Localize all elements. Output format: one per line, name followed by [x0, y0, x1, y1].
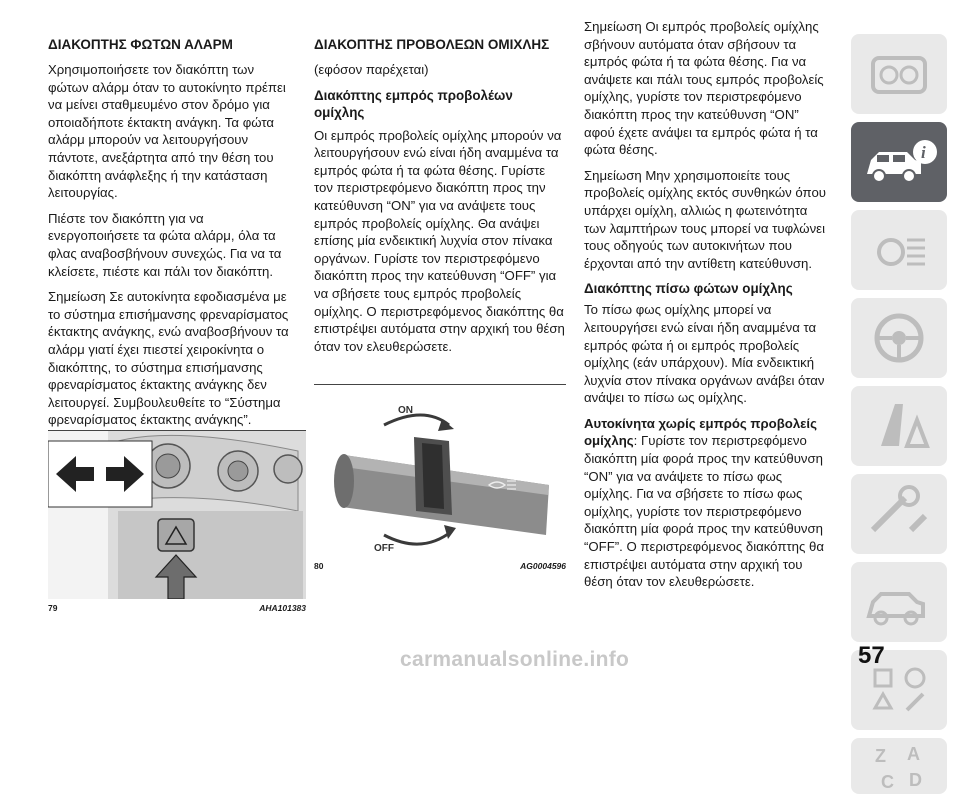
tab-warning[interactable]	[851, 386, 947, 466]
paragraph: Χρησιμοποιήσετε τον διακόπτη των φώτων αλάρμ όταν το αυτοκίνητο πρέπει να μείνει σταθμευμένο στον δρόμο για οποιαδήποτε έκτακτη ανάγκη. Τα φώτα αλάρμ μπορούν να λειτουργήσουν πάντοτε, ανεξάρτητα από την θέση του διακόπτη ανάφλεξης ή την κατάσταση λειτουργίας.	[48, 62, 286, 201]
svg-text:i: i	[921, 143, 926, 162]
dashboard-icon	[851, 34, 947, 114]
figure-number: 79	[48, 603, 58, 613]
figure-code: AHA101383	[259, 603, 306, 613]
paragraph: Το πίσω φως ομίχλης μπορεί να λειτουργήσει ενώ είναι ήδη αναμμένα τα εμπρός φώτα ή οι εμπρός προβολείς ομίχλης (εάν υπάρχουν). Μία ενδεικτική λυχνία στον πίνακα οργάνων ανάβει όταν ανάψει το πίσω ως ομίχλης.	[584, 302, 825, 406]
car-info-icon	[851, 122, 947, 202]
lights-icon	[851, 210, 947, 290]
steering-wheel-icon	[851, 298, 947, 378]
hazard-switch-illustration	[48, 431, 306, 599]
tab-car-info[interactable]	[851, 122, 947, 202]
warning-icon	[851, 386, 947, 466]
watermark: carmanualsonline.info	[400, 648, 630, 671]
tools-icon	[851, 474, 947, 554]
tab-tools[interactable]	[851, 474, 947, 554]
chapter-tabs	[851, 34, 947, 802]
svg-text:A: A	[907, 744, 920, 764]
label-on: ON	[398, 405, 413, 416]
paragraph-text: : Γυρίστε τον περιστρεφόμενο διακόπτη μία φορά προς την κατεύθυνση “ON” για να ανάψετε το πίσω φως ομίχλης. Για να σβήσετε το πίσω φως ομίχλης, γυρίστε τον περιστρεφόμενο διακόπτη μία φορά προς την κατεύθυνση “OFF”. Ο περιστρεφόμενος διακόπτης θα επιστρέψει αυτόματα στην αρχική του θέση όταν τον ελευθερώσετε.	[584, 433, 824, 590]
note-paragraph: Σημείωση Οι εμπρός προβολείς ομίχλης σβήνουν αυτόματα όταν σβήσουν τα εμπρός φώτα ή τα φώτα θέσης. Για να ανάψετε και πάλι τους εμπρός προβολείς ομίχλης, γυρίστε τον περιστρεφόμενο διακόπτη προς την κατεύθυνση “ON” αφού έχετε ανάψει τα εμπρός φώτα ή τα φώτα θέσης.	[584, 19, 824, 158]
paragraph: Πιέστε τον διακόπτη για να ενεργοποιήσετε τα φώτα αλάρμ, όλα τα φλας αναβοσβήνουν συνεχώς. Για να τα κλείσετε, πιέστε και πάλι τον διακόπτη.	[48, 210, 282, 279]
paragraph: Οι εμπρός προβολείς ομίχλης μπορούν να λειτουργήσουν ενώ είναι ήδη αναμμένα τα εμπρός φώτα ή τα φώτα θέσης. Γυρίστε τον περιστρεφόμενο διακόπτη προς την κατεύθυνση “ON” για να ανάψετε τους εμπρός προβολείς ομίχλης. Θα ανάψει επίσης μία ενδεικτική λυχνία στον πίνακα οργάνων. Γυρίστε τον περιστρεφόμενο διακόπτη προς την κατεύθυνση “OFF” για να σβήσετε τους εμπρός προβολείς ομίχλης. Ο περιστρεφόμενος διακόπτης θα επιστρέψει αυτόματα στην αρχική του θέση όταν τον ελευθερώσετε.	[314, 127, 565, 354]
svg-text:D: D	[909, 770, 922, 790]
note-paragraph: Σημείωση Σε αυτοκίνητα εφοδιασμένα με το σύστημα επισήμανσης φρεναρίσματος έκτακτης ανάγκης, ενώ αναβοσβήνουν τα αλάρμ γιατί έχει πιεστεί χειροκίνητα ο διακόπτης, το σύστημα επισήμανσης φρεναρίσματος έκτακτης ανάγκης δεν λειτουργεί. Συμβουλευθείτε το “Σύστημα φρεναρίσματος έκτακτης ανάγκης”.	[48, 289, 289, 428]
column-hazard-lights	[48, 36, 294, 437]
subheading-rear-fog: Διακόπτης πίσω φώτων ομίχλης	[584, 281, 793, 297]
tab-dashboard[interactable]	[851, 34, 947, 114]
car-service-icon	[851, 562, 947, 642]
subheading-front-fog: Διακόπτης εμπρός προβολέων ομίχλης	[314, 87, 513, 120]
section-heading-fog: ΔΙΑΚΟΠΤΗΣ ΠΡΟΒΟΛΕΩΝ ΟΜΙΧΛΗΣ	[314, 37, 550, 52]
section-heading-hazard: ΔΙΑΚΟΠΤΗΣ ΦΩΤΩΝ ΑΛΑΡΜ	[48, 37, 233, 52]
figure-hazard-switch	[48, 430, 306, 613]
fog-switch-illustration	[314, 385, 566, 557]
column-fog-lights	[314, 36, 566, 363]
label-off: OFF	[374, 543, 394, 554]
inline-subheading: Αυτοκίνητα χωρίς εμπρός προβολείς ομίχλης	[584, 415, 817, 449]
page-number: 57	[858, 642, 885, 669]
column-fog-notes	[584, 18, 832, 599]
svg-text:C: C	[881, 772, 894, 792]
svg-text:Z: Z	[875, 746, 886, 766]
note-paragraph: Σημείωση Μην χρησιμοποιείτε τους προβολείς ομίχλης εκτός συνθηκών όπου υπάρχει ομίχλη, αλλιώς η φωτεινότητα των λαμπτήρων τους μπορεί να τυφλώνει τους οδηγούς των αυτοκινήτων που έρχονται από την αντίθετη κατεύθυνση.	[584, 167, 826, 271]
tab-car-service[interactable]	[851, 562, 947, 642]
figure-fog-switch	[314, 384, 566, 571]
figure-number: 80	[314, 561, 324, 571]
index-icon	[851, 738, 947, 794]
tab-index[interactable]	[851, 738, 947, 794]
paragraph	[584, 415, 832, 591]
availability-note: (εφόσον παρέχεται)	[314, 62, 429, 77]
tab-lights[interactable]	[851, 210, 947, 290]
figure-code: AG0004596	[520, 561, 566, 571]
tab-steering[interactable]	[851, 298, 947, 378]
